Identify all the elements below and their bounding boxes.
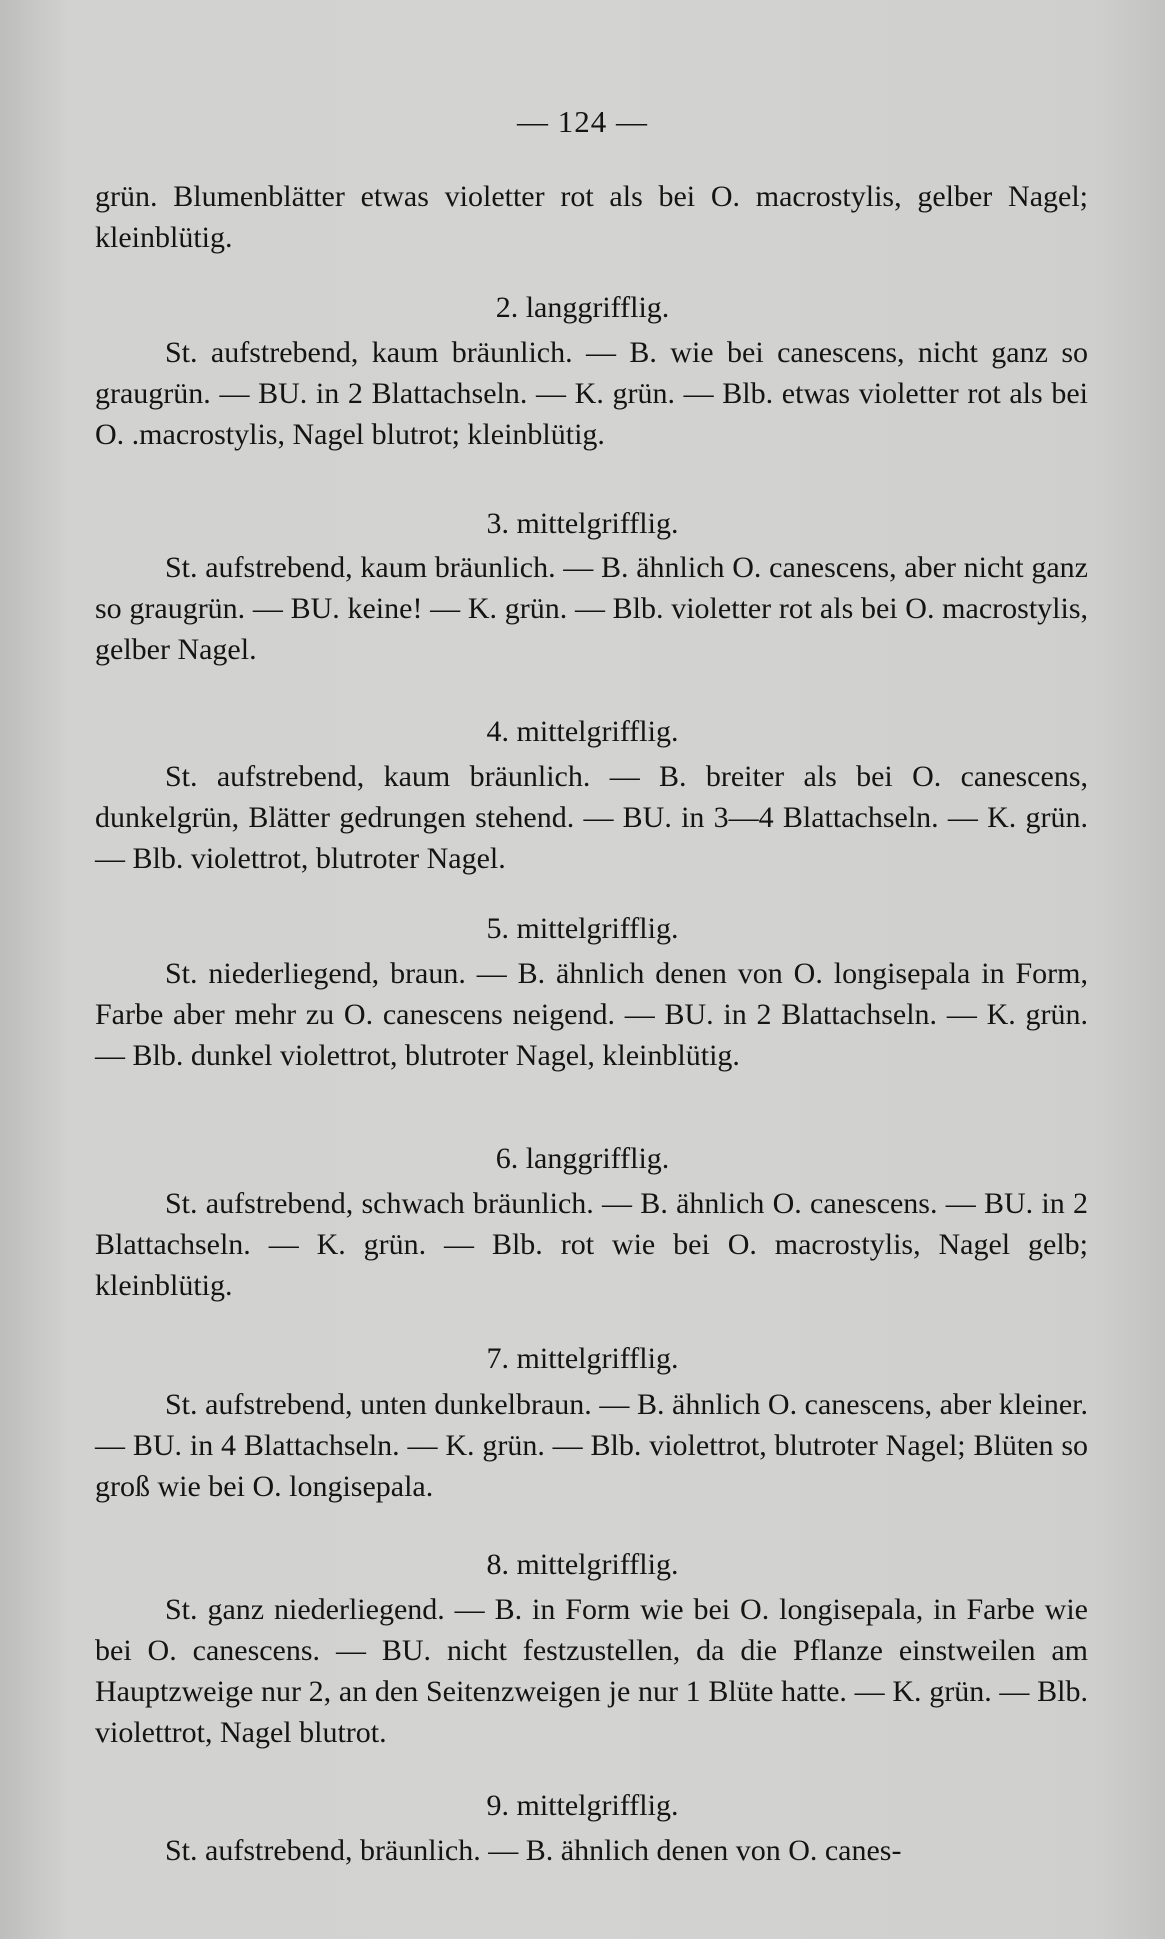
entry-text: St. aufstrebend, kaum bräunlich. — B. breiter als bei O. canescens, dunkelgrün, Blätter gedrungen stehend. — BU. in 3—4 Blattachseln. — K. grün. — Blb. violettrot, blutroter Nagel. xyxy=(95,760,1088,875)
entry-heading: 6. langgrifflig. xyxy=(495,1142,670,1175)
entry-text: St. ganz niederliegend. — B. in Form wie bei O. longisepala, in Farbe wie bei O. canescens. — BU. nicht festzustellen, da die Pflanze einstweilen am Hauptzweige nur 2, an den Seitenzweigen je nur 1 Blüte hatte. — K. grün. — Blb. violettrot, Nagel blutrot. xyxy=(95,1593,1088,1749)
entry-paragraph xyxy=(95,547,1088,670)
entry-paragraph xyxy=(95,953,1088,1076)
entry-heading: 3. mittelgrifflig. xyxy=(486,507,679,540)
entry-heading: 5. mittelgrifflig. xyxy=(486,912,679,945)
entry-text: St. aufstrebend, unten dunkelbraun. — B. ähnlich O. canescens, aber kleiner. — BU. in 4 Blattachseln. — K. grün. — Blb. violettrot, blutroter Nagel; Blüten so groß wie bei O. longisepala. xyxy=(95,1388,1088,1503)
entry-heading: 7. mittelgrifflig. xyxy=(486,1342,679,1375)
entry-heading: 2. langgrifflig. xyxy=(495,291,670,324)
entry-heading: 8. mittelgrifflig. xyxy=(486,1548,679,1581)
entry-paragraph xyxy=(95,756,1088,879)
intro-paragraph xyxy=(95,176,1088,258)
entry-text: St. aufstrebend, schwach bräunlich. — B. ähnlich O. canescens. — BU. in 2 Blattachseln. — K. grün. — Blb. rot wie bei O. macrostylis, Nagel gelb; kleinblütig. xyxy=(95,1187,1088,1302)
entry-paragraph xyxy=(95,1183,1088,1306)
entry-paragraph xyxy=(95,1589,1088,1753)
entry-heading: 4. mittelgrifflig. xyxy=(486,715,679,748)
intro-text: grün. Blumenblätter etwas violetter rot als bei O. macrostylis, gelber Nagel; kleinblütig. xyxy=(95,180,1088,254)
entry-text: St. niederliegend, braun. — B. ähnlich denen von O. longisepala in Form, Farbe aber mehr zu O. canescens neigend. — BU. in 2 Blattachseln. — K. grün. — Blb. dunkel violettrot, blutroter Nagel, kleinblütig. xyxy=(95,957,1088,1072)
entry-paragraph xyxy=(95,1384,1088,1507)
entry-text: St. aufstrebend, kaum bräunlich. — B. wie bei canescens, nicht ganz so graugrün. — BU. in 2 Blattachseln. — K. grün. — Blb. etwas violetter rot als bei O. .macrostylis, Nagel blutrot; kleinblütig. xyxy=(95,336,1088,451)
entry-paragraph xyxy=(95,332,1088,455)
entry-heading: 9. mittelgrifflig. xyxy=(486,1789,679,1822)
entry-text: St. aufstrebend, bräunlich. — B. ähnlich denen von O. canes- xyxy=(165,1834,902,1867)
page-number: — 124 — xyxy=(517,104,648,139)
entry-paragraph xyxy=(95,1830,1088,1871)
entry-text: St. aufstrebend, kaum bräunlich. — B. ähnlich O. canescens, aber nicht ganz so graugrün. — BU. keine! — K. grün. — Blb. violetter rot als bei O. macrostylis, gelber Nagel. xyxy=(95,551,1088,666)
